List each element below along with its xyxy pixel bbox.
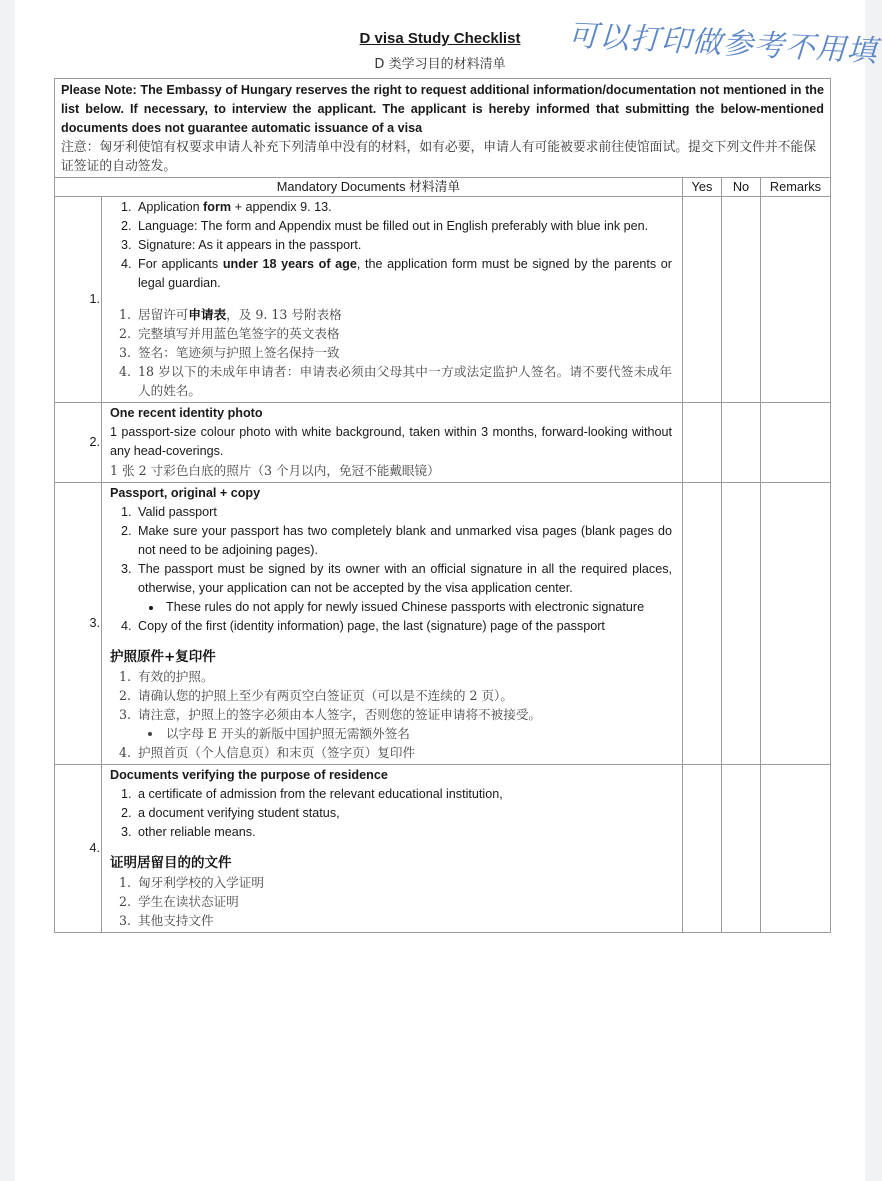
row-content [102, 765, 683, 933]
table-row [55, 403, 831, 483]
list-item: 2. a document verifying student status, [135, 804, 672, 823]
table-row [55, 483, 831, 765]
row-number: 2. [55, 403, 102, 483]
yes-cell[interactable] [683, 765, 722, 933]
english-list [110, 503, 672, 636]
header-row [55, 178, 831, 197]
list-item: 1. 有效的护照。 [135, 667, 672, 686]
list-item: 2. 学生在读状态证明 [135, 892, 672, 911]
documents-column-header: Mandatory Documents 材料清单 [55, 178, 683, 197]
no-cell[interactable] [722, 197, 761, 403]
list-item: 3. Signature: As it appears in the passport. [135, 236, 672, 255]
row-number: 1. [55, 197, 102, 403]
remarks-cell[interactable] [761, 483, 831, 765]
no-cell[interactable] [722, 483, 761, 765]
list-item: 3. other reliable means. [135, 823, 672, 842]
list-item: 2. Make sure your passport has two completely blank and unmarked visa pages (blank pages do not need to be adjoining pages). [135, 522, 672, 560]
list-item: 1. 匈牙利学校的入学证明 [135, 873, 672, 892]
page-subtitle: D 类学习目的材料清单 [374, 57, 506, 72]
list-item: 4. 18 岁以下的未成年申请者：申请表必须由父母其中一方或法定监护人签名。请不要代签未成年人的姓名。 [135, 362, 672, 400]
remarks-column-header: Remarks [761, 178, 831, 197]
list-item: 2. 完整填写并用蓝色笔签字的英文表格 [135, 324, 672, 343]
no-cell[interactable] [722, 765, 761, 933]
chinese-list [110, 873, 672, 930]
row-content [102, 403, 683, 483]
yes-cell[interactable] [683, 483, 722, 765]
remarks-cell[interactable] [761, 197, 831, 403]
sub-list [138, 724, 672, 743]
notice-cell [55, 79, 831, 178]
list-item: 4. 护照首页（个人信息页）和末页（签字页）复印件 [135, 743, 672, 762]
no-cell[interactable] [722, 403, 761, 483]
english-list [110, 785, 672, 842]
row-text: 1 passport-size colour photo with white background, taken within 3 months, forward-looking without any head-coverings. [110, 425, 672, 458]
yes-cell[interactable] [683, 197, 722, 403]
list-item: 3. 请注意，护照上的签字必须由本人签字，否则您的签证申请将不被接受。 • 以字母 E 开头的新版中国护照无需额外签名 [135, 705, 672, 743]
list-item: 1. Valid passport [135, 503, 672, 522]
row-content [102, 197, 683, 403]
table-row [55, 765, 831, 933]
chinese-list [110, 305, 672, 400]
sub-list-item: • These rules do not apply for newly issued Chinese passports with electronic signature [163, 598, 672, 617]
list-item: 1. 居留许可申请表，及 9. 13 号附表格 [135, 305, 672, 324]
remarks-cell[interactable] [761, 403, 831, 483]
row-number: 4. [55, 765, 102, 933]
list-item: 1. a certificate of admission from the relevant educational institution, [135, 785, 672, 804]
row-heading: Passport, original + copy [110, 486, 261, 500]
row-heading: Documents verifying the purpose of residence [110, 768, 388, 782]
list-item: 3. 签名：笔迹须与护照上签名保持一致 [135, 343, 672, 362]
notice-en: Please Note: The Embassy of Hungary reserves the right to request additional information/documentation not mentioned in the list below. If necessary, to interview the applicant. The applicant is hereby informed that submitting the below-mentioned documents does not guarantee automatic issuance of a visa [61, 83, 824, 135]
notice-zh: 注意：匈牙利使馆有权要求申请人补充下列清单中没有的材料，如有必要，申请人有可能被要求前往使馆面试。提交下列文件并不能保证签证的自动签发。 [61, 140, 817, 174]
row-heading-zh: 护照原件+复印件 [110, 649, 216, 665]
list-item: 4. For applicants under 18 years of age, the application form must be signed by the parents or legal guardian. [135, 255, 672, 293]
list-item: 2. Language: The form and Appendix must be filled out in English preferably with blue ink pen. [135, 217, 672, 236]
checklist-table [54, 78, 831, 933]
row-number: 3. [55, 483, 102, 765]
sub-list-item: • 以字母 E 开头的新版中国护照无需额外签名 [163, 724, 672, 743]
notice-row [55, 79, 831, 178]
sub-list [138, 598, 672, 617]
page-title: D visa Study Checklist [359, 30, 521, 47]
document-page [15, 0, 879, 1181]
list-item: 4. Copy of the first (identity information) page, the last (signature) page of the passport [135, 617, 672, 636]
row-heading-zh: 证明居留目的的文件 [110, 855, 232, 871]
list-item: 3. The passport must be signed by its owner with an official signature in all the required places, otherwise, your application can not be accepted by the visa application center. • These rules do not apply for newly issued Chinese passports with electronic signature [135, 560, 672, 617]
yes-cell[interactable] [683, 403, 722, 483]
handwritten-note: 可以打印做参考不用填 [567, 18, 879, 70]
yes-column-header: Yes [683, 178, 722, 197]
no-column-header: No [722, 178, 761, 197]
remarks-cell[interactable] [761, 765, 831, 933]
chinese-list [110, 667, 672, 762]
row-content [102, 483, 683, 765]
row-text-zh: 1 张 2 寸彩色白底的照片（3 个月以内，免冠不能戴眼镜） [110, 463, 440, 478]
list-item: 3. 其他支持文件 [135, 911, 672, 930]
row-heading: One recent identity photo [110, 406, 263, 420]
list-item: 1. Application form + appendix 9. 13. [135, 198, 672, 217]
table-row [55, 197, 831, 403]
english-list [110, 198, 672, 293]
list-item: 2. 请确认您的护照上至少有两页空白签证页（可以是不连续的 2 页）。 [135, 686, 672, 705]
